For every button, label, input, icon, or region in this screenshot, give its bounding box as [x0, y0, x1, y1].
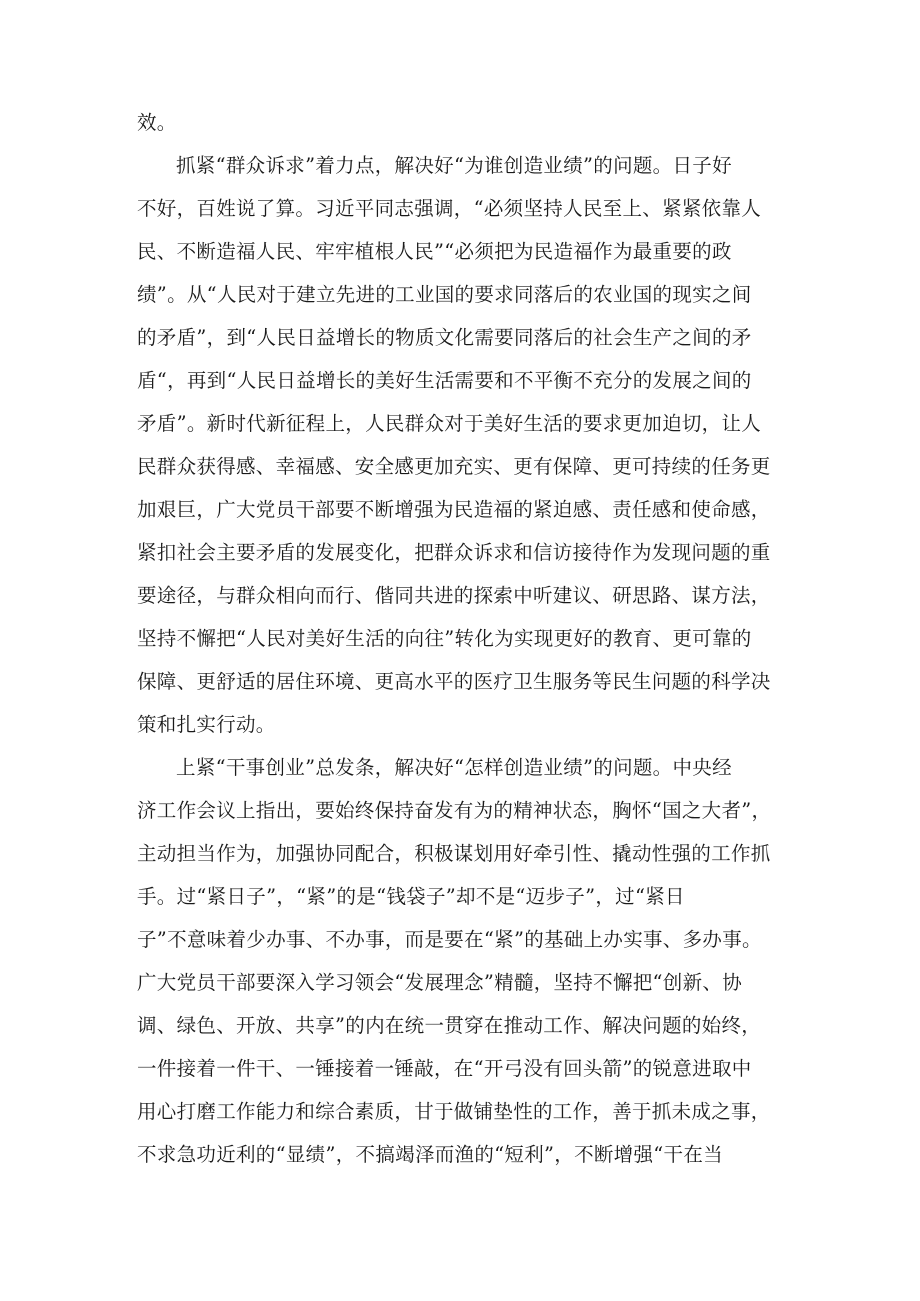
paragraph-line: 主动担当作为，加强协同配合，积极谋划用好牵引性、撬动性强的工作抓 — [137, 842, 771, 865]
paragraph-line: 盾“，再到“人民日益增长的美好生活需要和不平衡不充分的发展之间的 — [137, 369, 752, 392]
paragraph-line: 保障、更舒适的居住环境、更高水平的医疗卫生服务等民生问题的科学决 — [137, 670, 771, 693]
paragraph-line: 调、绿色、开放、共享”的内在统一贯穿在推动工作、解决问题的始终， — [137, 1014, 762, 1037]
paragraph-line: 矛盾”。新时代新征程上，人民群众对于美好生活的要求更加迫切，让人 — [137, 412, 762, 435]
paragraph-line: 民、不断造福人民、牢牢植根人民”“必须把为民造福作为最重要的政 — [137, 240, 732, 263]
paragraph-line: 坚持不懈把“人民对美好生活的向往”转化为实现更好的教育、更可靠的 — [137, 627, 752, 650]
paragraph-line: 策和扎实行动。 — [137, 713, 276, 736]
paragraph-line: 效。 — [137, 111, 177, 134]
paragraph-line: 加艰巨，广大党员干部要不断增强为民造福的紧迫感、责任感和使命感， — [137, 498, 771, 521]
paragraph-line: 手。过“紧日子”，“紧”的是“钱袋子”却不是“迈步子”，过“紧日 — [137, 885, 685, 908]
paragraph-line: 不好，百姓说了算。习近平同志强调，“必须坚持人民至上、紧紧依靠人 — [137, 197, 762, 220]
paragraph-line: 上紧“干事创业”总发条，解决好“怎样创造业绩”的问题。中央经 — [176, 756, 732, 779]
paragraph-line: 要途径，与群众相向而行、偕同共进的探索中听建议、研思路、谋方法， — [137, 584, 771, 607]
paragraph-line: 不求急功近利的“显绩”，不搞竭泽而渔的“短利”，不断增强“干在当 — [137, 1143, 723, 1166]
paragraph-line: 用心打磨工作能力和综合素质，甘于做铺垫性的工作，善于抓未成之事， — [137, 1100, 771, 1123]
paragraph-line: 绩”。从“人民对于建立先进的工业国的要求同落后的农业国的现实之间 — [137, 283, 752, 306]
paragraph-line: 的矛盾”，到“人民日益增长的物质文化需要同落后的社会生产之间的矛 — [137, 326, 752, 349]
paragraph-line: 广大党员干部要深入学习领会“发展理念”精髓，坚持不懈把“创新、协 — [137, 971, 743, 994]
paragraph-line: 济工作会议上指出，要始终保持奋发有为的精神状态，胸怀“国之大者”， — [137, 799, 772, 822]
paragraph-line: 民群众获得感、幸福感、安全感更加充实、更有保障、更可持续的任务更 — [137, 455, 771, 478]
paragraph-line: 紧扣社会主要矛盾的发展变化，把群众诉求和信访接待作为发现问题的重 — [137, 541, 771, 564]
paragraph-line: 抓紧“群众诉求”着力点，解决好“为谁创造业绩”的问题。日子好 — [176, 154, 732, 177]
paragraph-line: 一件接着一件干、一锤接着一锤敲，在“开弓没有回头箭”的锐意进取中 — [137, 1057, 752, 1080]
paragraph-line: 子”不意味着少办事、不办事，而是要在“紧”的基础上办实事、多办事。 — [137, 928, 762, 951]
